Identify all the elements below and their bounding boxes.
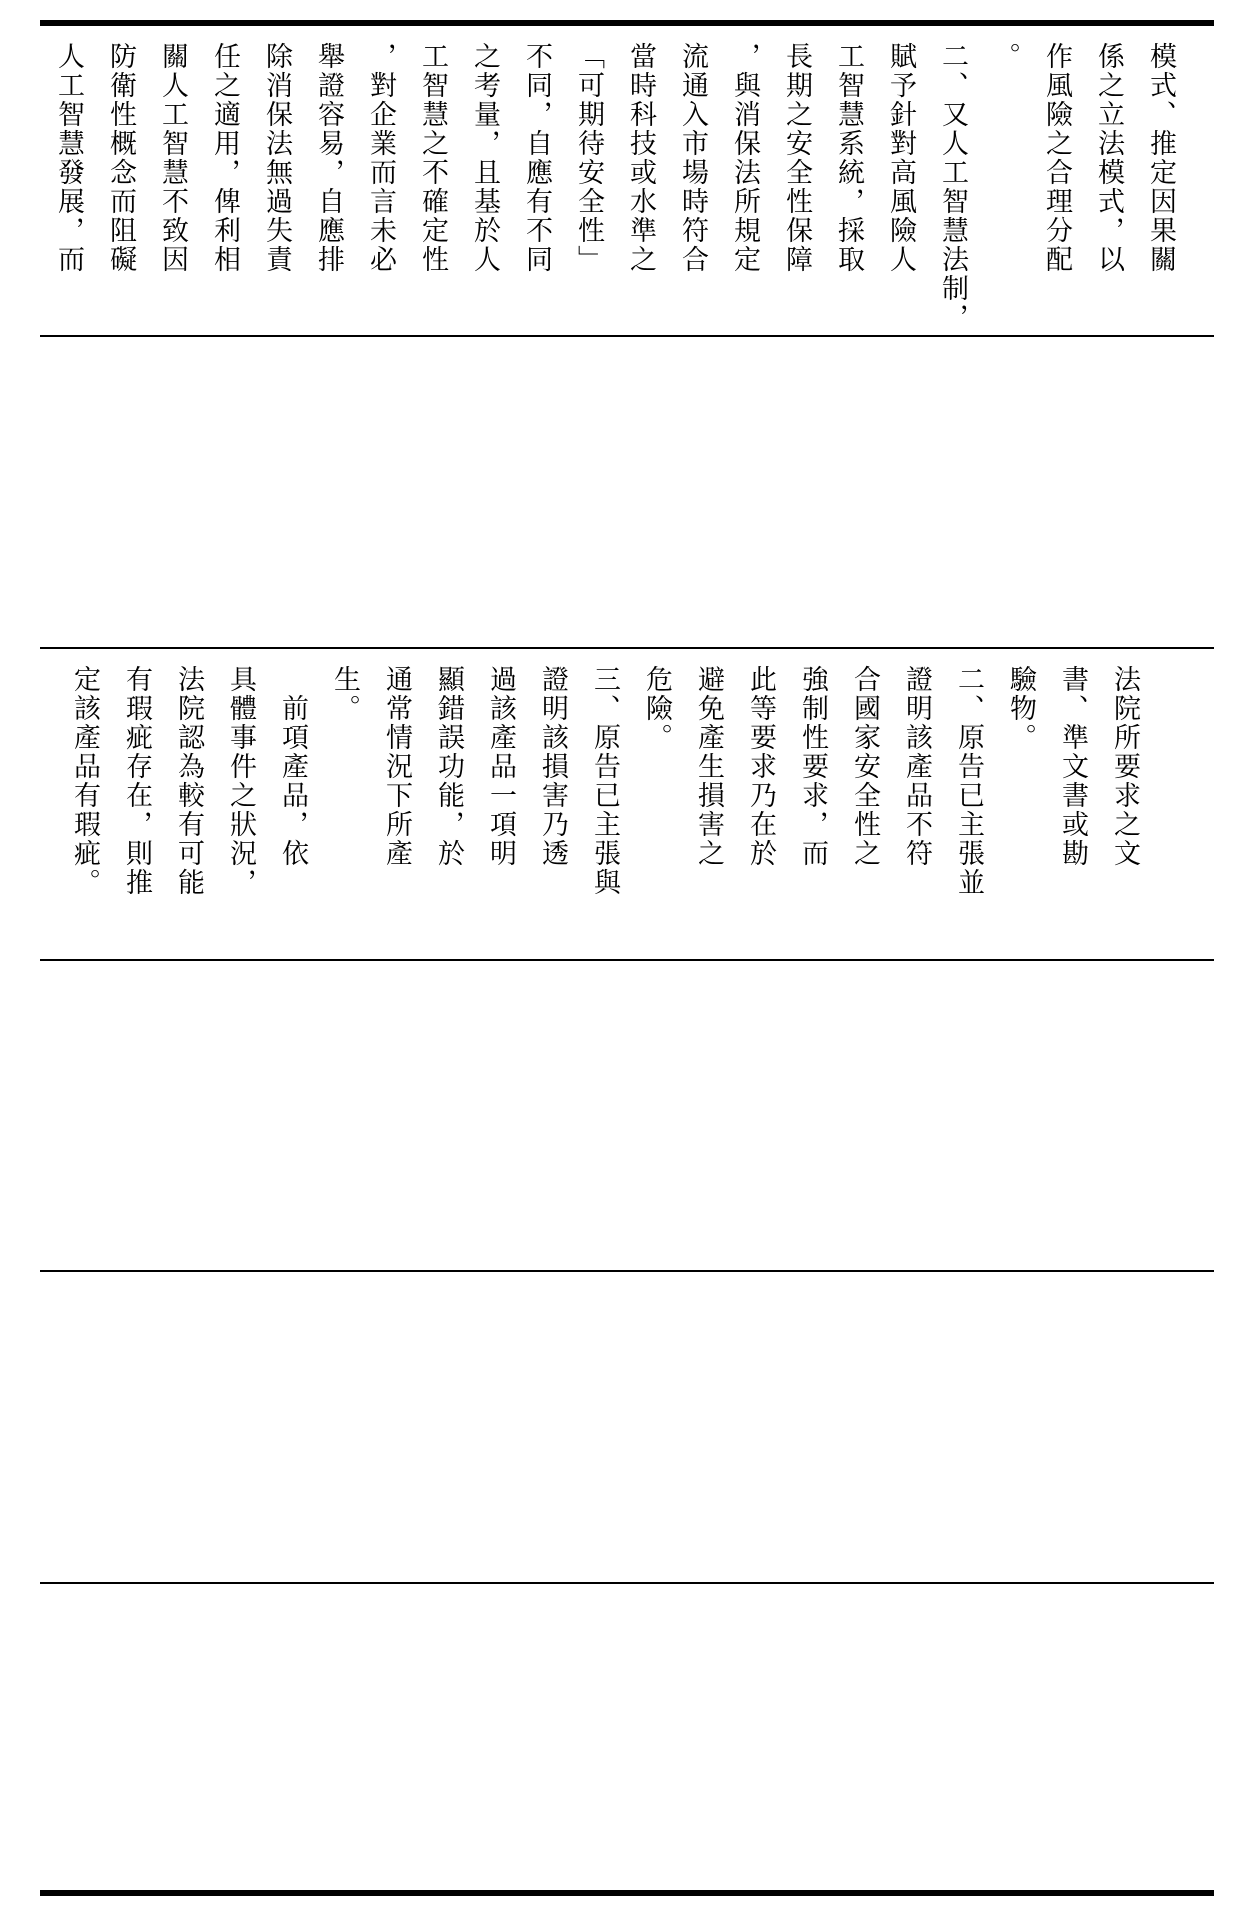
table-row <box>40 1584 1214 1890</box>
text-line: 。 <box>989 42 1020 71</box>
text-line: 人工智慧發展，而 <box>53 42 84 274</box>
text-line: 避免產生損害之 <box>693 665 724 868</box>
text-line: 模式、推定因果關 <box>1145 42 1176 274</box>
table-row <box>40 337 1214 647</box>
text-line: 法院認為較有可能 <box>173 665 204 897</box>
text-line: 任之適用，俾利相 <box>209 42 240 274</box>
text-line: 通常情況下所產 <box>381 665 412 868</box>
text-line: 三、原告已主張與 <box>589 665 620 897</box>
text-line: 具體事件之狀況， <box>225 665 256 897</box>
text-line: 前項產品，依 <box>277 665 308 868</box>
text-line: 定該產品有瑕疵。 <box>69 665 100 897</box>
text-line: 「可期待安全性」 <box>573 42 604 274</box>
table-row <box>40 649 1214 959</box>
text-line: 工智慧系統，採取 <box>833 42 864 274</box>
table-cell <box>42 42 1186 334</box>
text-line: 關人工智慧不致因 <box>157 42 188 274</box>
text-line: ，對企業而言未必 <box>365 42 396 274</box>
text-line: 之考量，且基於人 <box>469 42 500 274</box>
text-line: 合國家安全性之 <box>849 665 880 868</box>
table-row <box>40 1272 1214 1582</box>
text-line: 舉證容易，自應排 <box>313 42 344 274</box>
text-line: 二、原告已主張並 <box>953 665 984 897</box>
text-line: 證明該損害乃透 <box>537 665 568 868</box>
text-line: 危險。 <box>641 665 672 752</box>
text-line: 過該產品一項明 <box>485 665 516 868</box>
text-line: 不同，自應有不同 <box>521 42 552 274</box>
text-line: 證明該產品不符 <box>901 665 932 868</box>
text-line: 有瑕疵存在，則推 <box>121 665 152 897</box>
text-line: 長期之安全性保障 <box>781 42 812 274</box>
text-line: 係之立法模式，以 <box>1093 42 1124 274</box>
text-line: 顯錯誤功能，於 <box>433 665 464 868</box>
text-line: ，與消保法所規定 <box>729 42 760 274</box>
text-line: 賦予針對高風險人 <box>885 42 916 274</box>
text-line: 作風險之合理分配 <box>1041 42 1072 274</box>
table-row <box>40 961 1214 1271</box>
text-line: 生。 <box>329 665 360 723</box>
text-line: 流通入市場時符合 <box>677 42 708 274</box>
text-line: 強制性要求，而 <box>797 665 828 868</box>
text-line: 書、準文書或勘 <box>1057 665 1088 868</box>
text-line: 除消保法無過失責 <box>261 42 292 274</box>
bottom-border <box>40 1890 1214 1896</box>
text-line: 二、又人工智慧法制， <box>937 42 968 332</box>
table-row <box>40 26 1214 336</box>
text-line: 此等要求乃在於 <box>745 665 776 868</box>
text-line: 防衛性概念而阻礙 <box>105 42 136 274</box>
table-cell <box>58 665 1150 957</box>
text-line: 法院所要求之文 <box>1109 665 1140 868</box>
text-line: 驗物。 <box>1005 665 1036 752</box>
text-line: 工智慧之不確定性 <box>417 42 448 274</box>
text-line: 當時科技或水準之 <box>625 42 656 274</box>
